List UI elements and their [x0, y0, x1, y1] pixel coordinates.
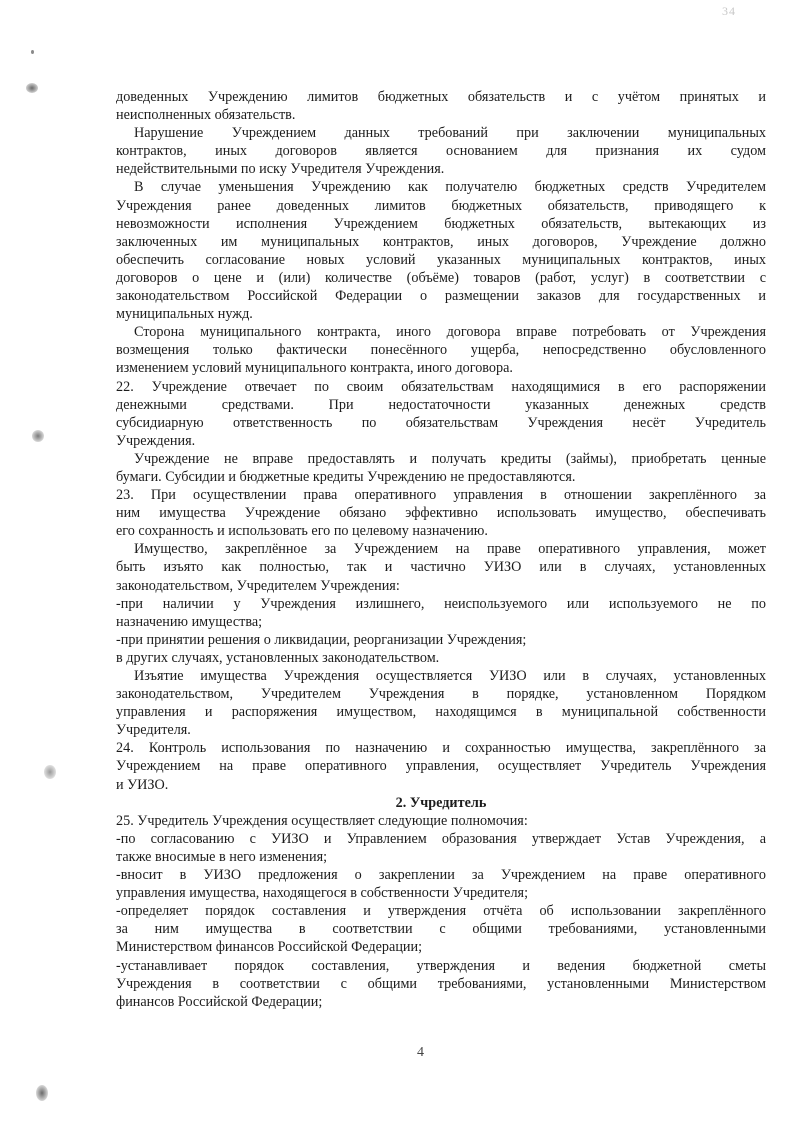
hole-punch-mark — [26, 83, 38, 93]
text-line: Учредителя. — [116, 722, 191, 739]
text-line: Нарушение Учреждением данных требований при заключении муниципальных — [134, 125, 766, 142]
section-heading: 2. Учредитель — [395, 794, 487, 811]
text-line: -при принятии решения о ликвидации, реорганизации Учреждения; — [116, 631, 527, 648]
text-line: Учреждением на праве оперативного управления, осуществляет Учредитель Учреждения — [116, 758, 766, 775]
page-number: 4 — [417, 1045, 424, 1060]
text-line: -устанавливает порядок составления, утверждения и ведения бюджетной сметы — [116, 957, 766, 974]
text-line: законодательством, Учредителем Учреждения: — [116, 577, 400, 594]
hole-punch-mark — [44, 765, 56, 779]
text-line: денежными средствами. При недостаточности указанных денежных средств — [116, 396, 766, 413]
text-line: и УИЗО. — [116, 776, 169, 793]
text-line: его сохранность и использовать его по целевому назначению. — [116, 523, 488, 540]
text-line: недействительными по иску Учредителя Учреждения. — [116, 161, 445, 178]
text-line: доведенных Учреждению лимитов бюджетных обязательств и с учётом принятых и — [116, 89, 766, 105]
text-line: 25. Учредитель Учреждения осуществляет следующие полномочия: — [116, 812, 528, 829]
text-line: невозможности исполнения Учреждением бюджетных обязательств, вытекающих из — [116, 215, 766, 232]
text-line: быть изъято как полностью, так и частично УИЗО или в случаях, установленных — [116, 559, 766, 576]
corner-page-number: 34 — [722, 4, 736, 18]
text-line: -при наличии у Учреждения излишнего, неиспользуемого или используемого не по — [116, 595, 766, 612]
text-line: Учреждение не вправе предоставлять и получать кредиты (займы), приобретать ценные — [134, 450, 766, 467]
text-line: Изъятие имущества Учреждения осуществляется УИЗО или в случаях, установленных — [134, 668, 766, 684]
text-line: Учреждения. — [116, 432, 196, 449]
text-line: 24. Контроль использования по назначению и сохранностью имущества, закреплённого за — [116, 740, 766, 757]
text-line: управления и распоряжения имуществом, находящимся в муниципальной собственности — [116, 704, 766, 721]
text-line: за ним имущества в соответствии с общими требованиями, установленными — [116, 921, 766, 938]
document-body — [116, 88, 766, 1011]
text-line: изменением условий муниципального контракта, иного договора. — [116, 360, 513, 377]
text-line: -определяет порядок составления и утверждения отчёта об использовании закреплённого — [116, 903, 766, 920]
text-line: В случае уменьшения Учреждению как получателю бюджетных средств Учредителем — [134, 179, 766, 196]
text-line: законодательством Российской Федерации о размещении заказов для государственных и — [116, 288, 766, 305]
text-line: Министерством финансов Российской Федерации; — [116, 939, 423, 956]
text-line: законодательством, Учредителем Учреждения в порядке, установленном Порядком — [116, 686, 766, 703]
text-line: Имущество, закреплённое за Учреждением на праве оперативного управления, может — [134, 541, 766, 558]
text-line: -по согласованию с УИЗО и Управлением образования утверждает Устав Учреждения, а — [116, 830, 766, 847]
text-line: неисполненных обязательств. — [116, 107, 296, 124]
text-line: 23. При осуществлении права оперативного управления в отношении закреплённого за — [116, 487, 766, 504]
text-line: заключенных им муниципальных контрактов, иных договоров, Учреждение должно — [116, 233, 766, 250]
text-line: обеспечить согласование новых условий указанных муниципальных контрактов, иных — [116, 251, 766, 268]
hole-punch-mark — [36, 1085, 48, 1101]
text-line: 22. Учреждение отвечает по своим обязательствам находящимися в его распоряжении — [116, 378, 766, 395]
text-line: Сторона муниципального контракта, иного договора вправе потребовать от Учреждения — [134, 324, 766, 341]
text-line: субсидиарную ответственность по обязательствам Учреждения несёт Учредитель — [116, 414, 766, 431]
scan-mark — [31, 50, 34, 54]
text-line: договоров о цене и (или) количестве (объёме) товаров (работ, услуг) в соответствии с — [116, 269, 766, 286]
text-line: муниципальных нужд. — [116, 306, 253, 323]
text-line: также вносимые в него изменения; — [116, 848, 328, 865]
hole-punch-mark — [32, 430, 44, 442]
text-line: возмещения только фактически понесённого ущерба, непосредственно обусловленного — [116, 342, 766, 359]
text-line: -вносит в УИЗО предложения о закреплении за Учреждением на праве оперативного — [116, 867, 766, 884]
text-line: назначению имущества; — [116, 613, 263, 630]
text-line: контрактов, иных договоров является основанием для признания их судом — [116, 143, 766, 160]
text-line: Учреждения ранее доведенных лимитов бюджетных обязательств, приводящего к — [116, 197, 766, 214]
text-line: Учреждения в соответствии с общими требованиями, установленными Министерством — [116, 975, 766, 992]
text-line: управления имущества, находящегося в собственности Учредителя; — [116, 885, 529, 902]
text-line: в других случаях, установленных законодательством. — [116, 649, 440, 666]
text-line: бумаги. Субсидии и бюджетные кредиты Учреждению не предоставляются. — [116, 468, 576, 485]
text-line: финансов Российской Федерации; — [116, 993, 323, 1010]
text-line: ним имущества Учреждение обязано эффективно использовать имущество, обеспечивать — [116, 505, 766, 522]
